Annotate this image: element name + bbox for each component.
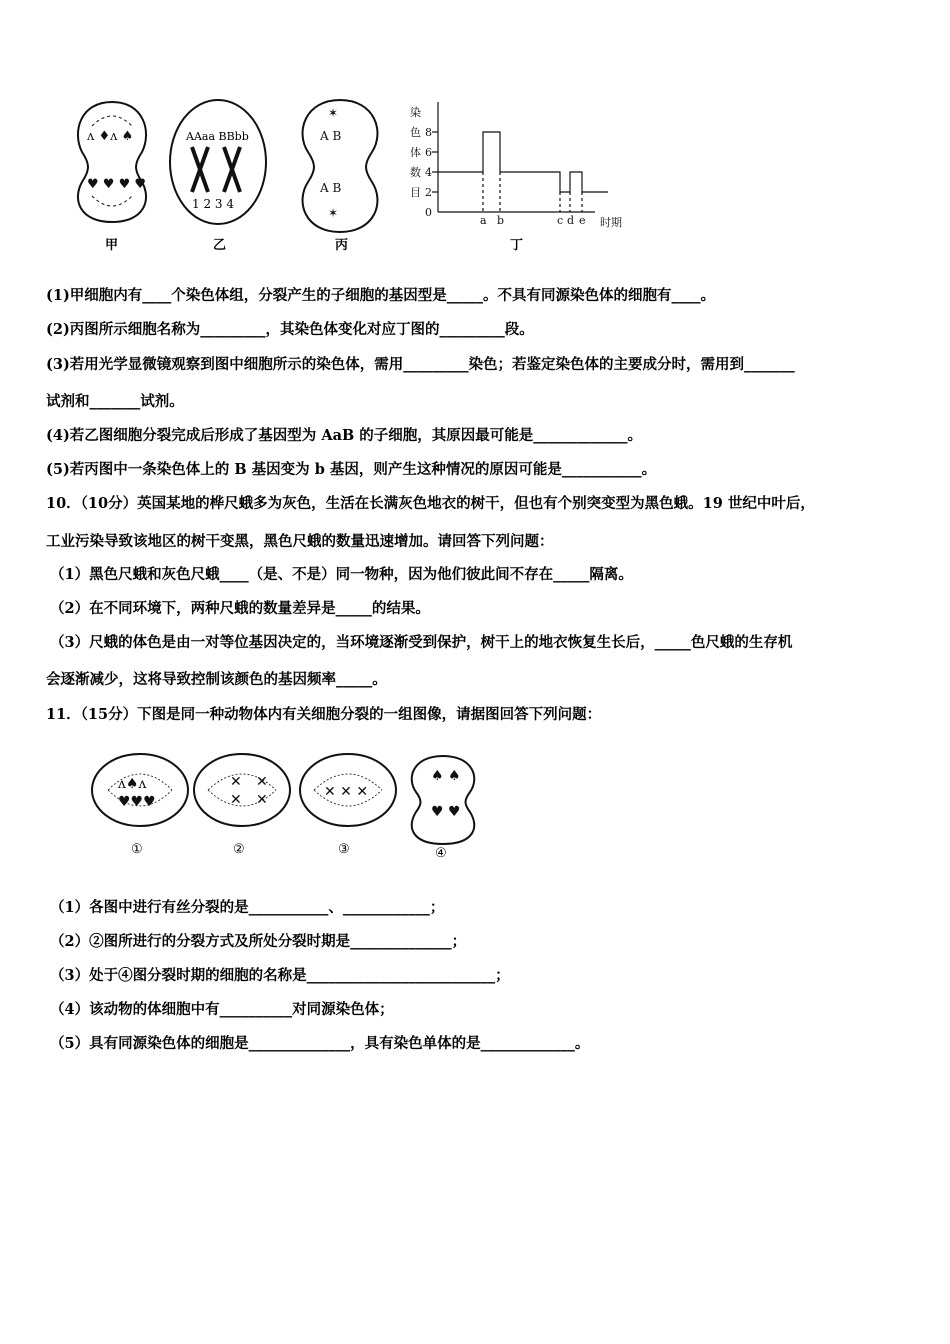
- svg-text:✕: ✕: [256, 774, 268, 790]
- graph-xtick-e: e: [579, 214, 586, 227]
- q11-part1: （1）各图中进行有丝分裂的是___________、____________；: [50, 899, 445, 916]
- q11-stem: 11．（15分）下图是同一种动物体内有关细胞分裂的一组图像，请据图回答下列问题：: [46, 706, 602, 723]
- svg-text:目: 目: [410, 186, 421, 199]
- q10-stem-cont: 工业污染导致该地区的树干变黑，黑色尺蛾的数量迅速增加。请回答下列问题：: [46, 533, 554, 550]
- q9-part5: (5)若丙图中一条染色体上的 B 基因变为 b 基因，则产生这种情况的原因可能是___________。: [46, 461, 657, 478]
- cell-bing-top: A B: [320, 129, 342, 143]
- figure-1-drawing: [60, 92, 650, 262]
- q9-part4: (4)若乙图细胞分裂完成后形成了基因型为 AaB 的子细胞，其原因最可能是_____________。: [46, 427, 643, 444]
- fig2-label-2: ②: [233, 842, 245, 857]
- q10-part3-cont: 会逐渐减少，这将导致控制该颜色的基因频率_____。: [46, 671, 387, 688]
- q9-part3-cont: 试剂和_______试剂。: [46, 393, 184, 410]
- cell-jia: [78, 102, 146, 222]
- q9-part3: (3)若用光学显微镜观察到图中细胞所示的染色体，需用_________染色；若鉴定染色体的主要成分时，需用到_______: [46, 356, 795, 373]
- cell-bing-bottom: A B: [320, 181, 342, 195]
- q11-part4: （4）该动物的体细胞中有__________对同源染色体；: [50, 1001, 394, 1018]
- svg-text:染: 染: [410, 106, 421, 119]
- svg-text:✕: ✕: [256, 792, 268, 808]
- graph-ytick-6: 6: [425, 146, 432, 159]
- graph-ytick-8: 8: [425, 126, 432, 139]
- svg-text:ᴧ ♦ᴧ ♠: ᴧ ♦ᴧ ♠: [87, 129, 134, 144]
- q9-part2: (2)丙图所示细胞名称为_________，其染色体变化对应丁图的_________段。: [46, 321, 534, 338]
- figure-2-drawing: [88, 748, 488, 868]
- graph-ding: [410, 102, 622, 229]
- figure-2: [88, 748, 488, 868]
- svg-text:✶: ✶: [328, 106, 339, 120]
- fig2-label-1: ①: [131, 842, 143, 857]
- svg-text:✕: ✕: [230, 792, 242, 808]
- graph-ytick-0: 0: [425, 206, 432, 219]
- q10-part2: （2）在不同环境下，两种尺蛾的数量差异是_____的结果。: [50, 600, 430, 617]
- graph-xtick-c: c: [557, 214, 564, 227]
- cell-yi-genes: AAaa BBbb: [186, 130, 249, 143]
- graph-xtick-d: d: [567, 214, 575, 227]
- fig2-label-3: ③: [338, 842, 350, 857]
- q11-part3: （3）处于④图分裂时期的细胞的名称是__________________________；: [50, 967, 510, 984]
- graph-ylabel: [410, 105, 421, 199]
- graph-xtick-a: a: [480, 214, 487, 227]
- label-ding: 丁: [510, 238, 524, 253]
- svg-text:色: 色: [410, 126, 421, 139]
- q11-part2: （2）②图所进行的分裂方式及所处分裂时期是______________；: [50, 933, 467, 950]
- cell-yi: [170, 100, 266, 224]
- cell-yi-numbers: 1 2 3 4: [192, 197, 234, 211]
- label-yi: 乙: [213, 238, 227, 253]
- svg-text:✕ ✕ ✕: ✕ ✕ ✕: [324, 784, 369, 800]
- q11-part5: （5）具有同源染色体的细胞是______________，具有染色单体的是_____________。: [50, 1035, 590, 1052]
- svg-text:数: 数: [410, 166, 421, 179]
- label-jia: 甲: [105, 238, 119, 253]
- svg-text:✕: ✕: [230, 774, 242, 790]
- graph-ytick-2: 2: [425, 186, 432, 199]
- graph-ytick-4: 4: [425, 166, 432, 179]
- label-bing: 丙: [335, 238, 349, 253]
- svg-text:♠ ♠: ♠ ♠: [431, 768, 461, 784]
- q10-part3: （3）尺蛾的体色是由一对等位基因决定的，当环境逐渐受到保护，树干上的地衣恢复生长后，_____色尺蛾的生存机: [50, 634, 793, 651]
- svg-text:体: 体: [410, 146, 421, 159]
- figure-1: [60, 92, 650, 262]
- svg-text:✶: ✶: [328, 206, 339, 220]
- svg-text:♥ ♥ ♥ ♥: ♥ ♥ ♥ ♥: [87, 177, 147, 192]
- q9-part1: (1)甲细胞内有____个染色体组，分裂产生的子细胞的基因型是_____。不具有同源染色体的细胞有____。: [46, 287, 716, 304]
- svg-text:♥♥♥: ♥♥♥: [118, 794, 156, 810]
- graph-xtick-b: b: [497, 214, 505, 227]
- cell-bing: [303, 100, 378, 232]
- svg-text:♥ ♥: ♥ ♥: [431, 804, 461, 820]
- svg-text:ᴧ♠ᴧ: ᴧ♠ᴧ: [118, 776, 147, 792]
- q10-part1: （1）黑色尺蛾和灰色尺蛾____（是、不是）同一物种，因为他们彼此间不存在_____隔离。: [50, 566, 633, 583]
- graph-xlabel: 时期: [600, 216, 622, 229]
- fig2-label-4: ④: [435, 846, 447, 861]
- q10-stem: 10．（10分）英国某地的桦尺蛾多为灰色，生活在长满灰色地衣的树干，但也有个别突变型为黑色蛾。19 世纪中叶后，: [46, 495, 815, 512]
